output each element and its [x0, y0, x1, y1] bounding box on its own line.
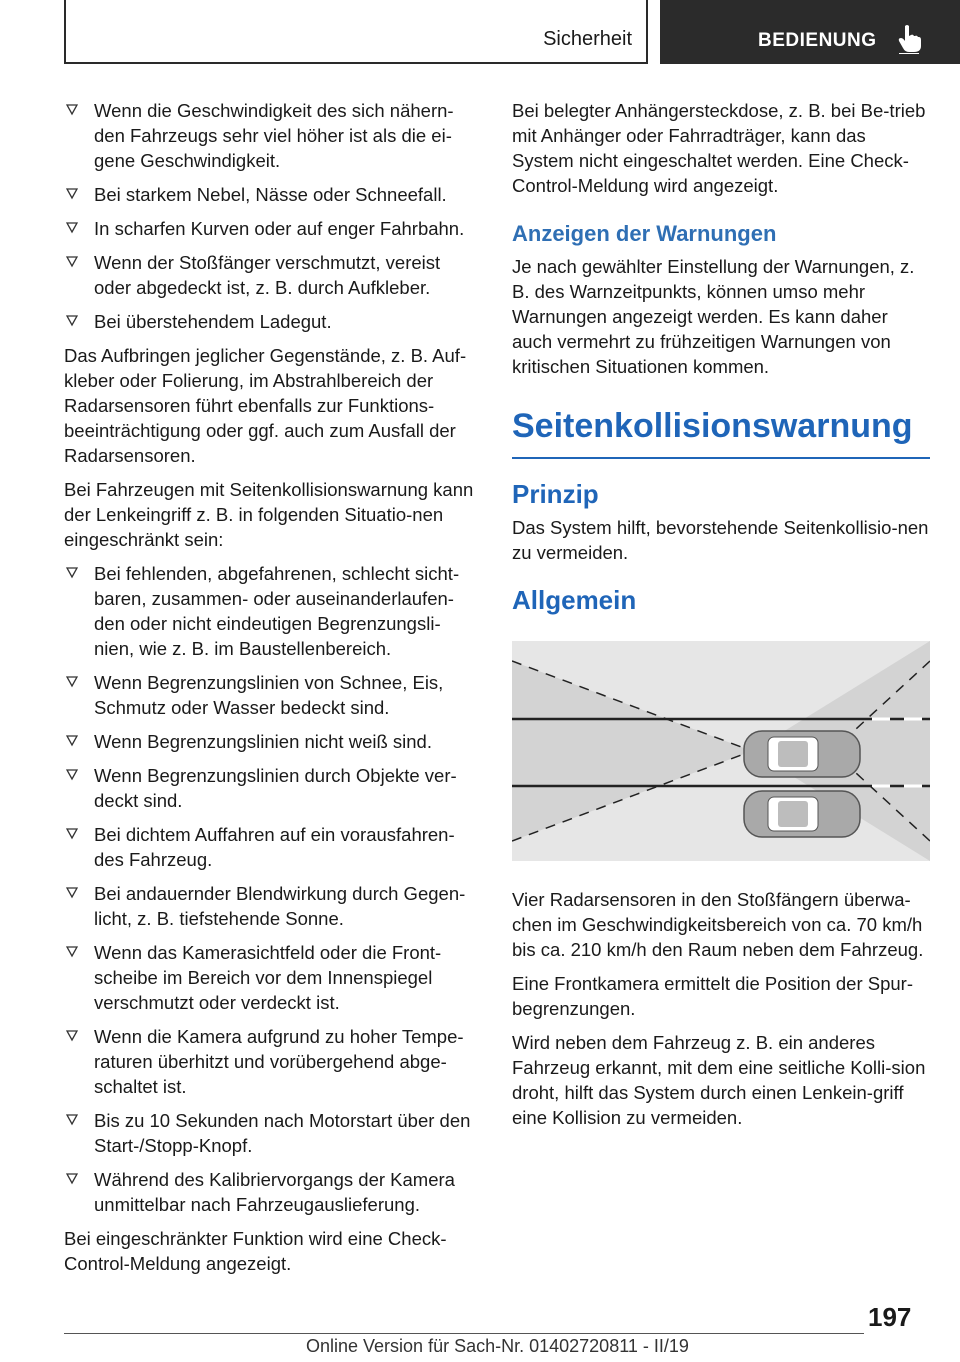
list-item-text: Wenn die Kamera aufgrund zu hoher Tempe-raturen überhitzt und vorübergehend abge-schaltet ist. [94, 1026, 464, 1097]
list-item-text: Bei fehlenden, abgefahrenen, schlecht sicht-baren, zusammen- oder auseinanderlaufen-den oder nicht eindeutigen Begrenzungsli-nien, wie z. B. im Baustellenbereich. [94, 563, 460, 659]
triangle-bullet-icon [66, 1114, 78, 1126]
paragraph: Vier Radarsensoren in den Stoßfängern überwa-chen im Geschwindigkeitsbereich von ca. 70 km/h bis ca. 210 km/h den Raum neben dem Fahrzeug. [512, 889, 924, 960]
triangle-bullet-icon [66, 769, 78, 781]
chapter-heading: Seitenkollisionswarnung [512, 405, 930, 459]
list-item-text: Bei andauernder Blendwirkung durch Gegen-licht, z. B. tiefstehende Sonne. [94, 883, 466, 929]
paragraph: Je nach gewählter Einstellung der Warnungen, z. B. des Warnzeitpunkts, können umso mehr Warnungen angezeigt werden. Es kann daher auch vermehrt zu frühzeitigen Warnungen von kritischen Situationen kommen. [512, 256, 915, 377]
triangle-bullet-icon [66, 735, 78, 747]
triangle-bullet-icon [66, 256, 78, 268]
list-item [64, 216, 476, 241]
section-title: Sicherheit [543, 28, 632, 50]
list-item [64, 729, 476, 754]
triangle-bullet-icon [66, 315, 78, 327]
page-number: 197 [868, 1302, 912, 1332]
paragraph: Eine Frontkamera ermittelt die Position der Spur-begrenzungen. [512, 973, 914, 1019]
list-item-text: Wenn die Geschwindigkeit des sich nähern-den Fahrzeugs sehr viel höher ist als die ei-gene Geschwindigkeit. [94, 100, 454, 171]
radar-illustration [512, 641, 930, 861]
triangle-bullet-icon [66, 188, 78, 200]
hand-pointer-icon [896, 24, 922, 54]
list-item-text: Während des Kalibriervorgangs der Kamera unmittelbar nach Fahrzeugauslieferung. [94, 1169, 455, 1215]
triangle-bullet-icon [66, 887, 78, 899]
chapter-title: BEDIENUNG [758, 30, 877, 51]
list-item-text: Wenn Begrenzungslinien durch Objekte ver-deckt sind. [94, 765, 457, 811]
list-item-text: Wenn der Stoßfänger verschmutzt, vereist oder abgedeckt ist, z. B. durch Aufkleber. [94, 252, 441, 298]
car-icon [744, 791, 860, 837]
list-item [64, 940, 476, 1015]
list-item-text: Bis zu 10 Sekunden nach Motorstart über den Start-/Stopp-Knopf. [94, 1110, 471, 1156]
paragraph: Bei belegter Anhängersteckdose, z. B. bei Be-trieb mit Anhänger oder Fahrradträger, kann das System nicht eingeschaltet werden. Eine Check-Control-Meldung wird angezeigt. [512, 100, 926, 196]
heading-principle: Prinzip [512, 479, 599, 509]
triangle-bullet-icon [66, 676, 78, 688]
list-item-text: In scharfen Kurven oder auf enger Fahrbahn. [94, 218, 465, 239]
paragraph: Bei Fahrzeugen mit Seitenkollisionswarnung kann der Lenkeingriff z. B. in folgenden Situatio-nen eingeschränkt sein: [64, 479, 474, 550]
triangle-bullet-icon [66, 104, 78, 116]
list-item-text: Bei starkem Nebel, Nässe oder Schneefall. [94, 184, 447, 205]
list-item-text: Wenn Begrenzungslinien von Schnee, Eis, Schmutz oder Wasser bedeckt sind. [94, 672, 444, 718]
online-version-note: Online Version für Sach-Nr. 01402720811 - II/19 [306, 1336, 689, 1356]
triangle-bullet-icon [66, 1173, 78, 1185]
right-column [512, 98, 930, 1139]
list-item [64, 670, 476, 720]
list-item [64, 182, 476, 207]
list-item [64, 763, 476, 813]
page-header [0, 0, 960, 66]
footer-divider [64, 1333, 864, 1334]
paragraph: Bei eingeschränkter Funktion wird eine Check-Control-Meldung angezeigt. [64, 1228, 447, 1274]
triangle-bullet-icon [66, 828, 78, 840]
paragraph: Wird neben dem Fahrzeug z. B. ein anderes Fahrzeug erkannt, mit dem eine seitliche Kolli-sion droht, hilft das System durch einen Lenkein-griff eine Kollision zu vermeiden. [512, 1032, 926, 1128]
list-item [64, 250, 476, 300]
triangle-bullet-icon [66, 222, 78, 234]
heading-general: Allgemein [512, 585, 637, 615]
paragraph: Das System hilft, bevorstehende Seitenkollisio-nen zu vermeiden. [512, 517, 929, 563]
list-item [64, 1108, 476, 1158]
list-item-text: Bei dichtem Auffahren auf ein vorausfahren-des Fahrzeug. [94, 824, 455, 870]
list-item [64, 881, 476, 931]
list-item [64, 561, 476, 661]
list-item-text: Wenn Begrenzungslinien nicht weiß sind. [94, 731, 432, 752]
list-item-text: Wenn das Kamerasichtfeld oder die Front-scheibe im Bereich vor dem Innenspiegel verschmutzt oder verdeckt ist. [94, 942, 442, 1013]
list-item [64, 1167, 476, 1217]
heading-warnings: Anzeigen der Warnungen [512, 221, 777, 246]
list-item [64, 98, 476, 173]
list-item [64, 1024, 476, 1099]
paragraph: Das Aufbringen jeglicher Gegenstände, z. B. Auf-kleber oder Folierung, im Abstrahlbereich der Radarsensoren führt ebenfalls zur Funktions-beeinträchtigung oder ggf. auch zum Ausfall der Radarsensoren. [64, 345, 467, 466]
car-icon [744, 731, 860, 777]
list-item-text: Bei überstehendem Ladegut. [94, 311, 332, 332]
left-column [64, 98, 476, 1285]
list-item [64, 309, 476, 334]
list-item [64, 822, 476, 872]
chapter-tab [660, 0, 960, 64]
triangle-bullet-icon [66, 946, 78, 958]
triangle-bullet-icon [66, 567, 78, 579]
triangle-bullet-icon [66, 1030, 78, 1042]
section-tab [64, 0, 648, 64]
